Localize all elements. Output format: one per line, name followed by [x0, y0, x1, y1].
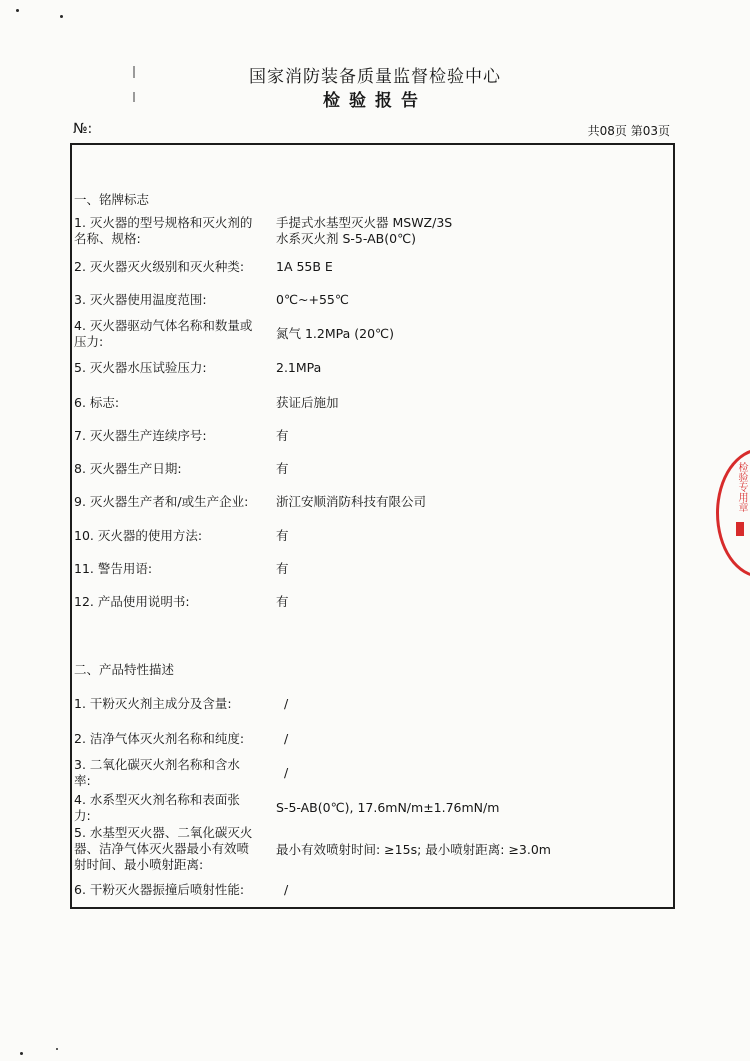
- field-value: 浙江安顺消防科技有限公司: [276, 494, 427, 509]
- field-label: 11. 警告用语:: [74, 561, 153, 576]
- org-title: 国家消防装备质量监督检验中心: [249, 67, 501, 87]
- field-value: 有: [276, 461, 289, 476]
- field-value: /: [284, 731, 289, 746]
- field-value: 氮气 1.2MPa (20℃): [276, 326, 394, 341]
- stamp-mark: [736, 522, 744, 536]
- field-label: 5. 水基型灭火器、二氧化碳灭火 器、洁净气体灭火器最小有效喷 射时间、最小喷射距离:: [74, 825, 253, 872]
- field-label: 3. 灭火器使用温度范围:: [74, 292, 207, 307]
- field-label: 1. 灭火器的型号规格和灭火剂的 名称、规格:: [74, 215, 253, 246]
- field-value: 获证后施加: [276, 395, 339, 410]
- field-value: /: [284, 765, 289, 780]
- field-label: 6. 标志:: [74, 395, 120, 410]
- field-label: 7. 灭火器生产连续序号:: [74, 428, 207, 443]
- field-label: 8. 灭火器生产日期:: [74, 461, 182, 476]
- field-label: 1. 干粉灭火剂主成分及含量:: [74, 696, 232, 711]
- scan-speck: [60, 15, 63, 18]
- field-value: 有: [276, 594, 289, 609]
- field-value: 有: [276, 528, 289, 543]
- field-label: 12. 产品使用说明书:: [74, 594, 190, 609]
- field-label: 4. 灭火器驱动气体名称和数量或 压力:: [74, 318, 253, 349]
- scan-speck: [56, 1048, 58, 1050]
- field-value: 2.1MPa: [276, 360, 322, 375]
- field-label: 5. 灭火器水压试验压力:: [74, 360, 207, 375]
- doc-title: 检验报告: [323, 91, 427, 111]
- stamp-text: 检验专用章: [736, 462, 747, 512]
- field-label: 2. 洁净气体灭火剂名称和纯度:: [74, 731, 245, 746]
- field-label: 10. 灭火器的使用方法:: [74, 528, 203, 543]
- field-label: 2. 灭火器灭火级别和灭火种类:: [74, 259, 245, 274]
- page-indicator: 共08页 第03页: [587, 124, 670, 138]
- field-label: 3. 二氧化碳灭火剂名称和含水 率:: [74, 757, 240, 788]
- field-label: 9. 灭火器生产者和/或生产企业:: [74, 494, 249, 509]
- field-value: 手提式水基型灭火器 MSWZ/3S 水系灭火剂 S-5-AB(0℃): [276, 215, 453, 246]
- field-label: 4. 水系型灭火剂名称和表面张 力:: [74, 792, 240, 823]
- scan-speck: [16, 9, 19, 12]
- section-title-characteristics: 二、产品特性描述: [74, 662, 175, 677]
- report-number-label: №:: [73, 121, 93, 137]
- field-value: /: [284, 882, 289, 897]
- field-value: /: [284, 696, 289, 711]
- section-title-nameplate: 一、铭牌标志: [74, 192, 150, 207]
- field-value: S-5-AB(0℃), 17.6mN/m±1.76mN/m: [276, 800, 500, 815]
- field-value: 1A 55B E: [276, 259, 333, 274]
- field-label: 6. 干粉灭火器振撞后喷射性能:: [74, 882, 245, 897]
- field-value: 有: [276, 561, 289, 576]
- field-value: 最小有效喷射时间: ≥15s; 最小喷射距离: ≥3.0m: [276, 842, 551, 857]
- scan-speck: [20, 1052, 23, 1055]
- field-value: 有: [276, 428, 289, 443]
- field-value: 0℃~+55℃: [276, 292, 349, 307]
